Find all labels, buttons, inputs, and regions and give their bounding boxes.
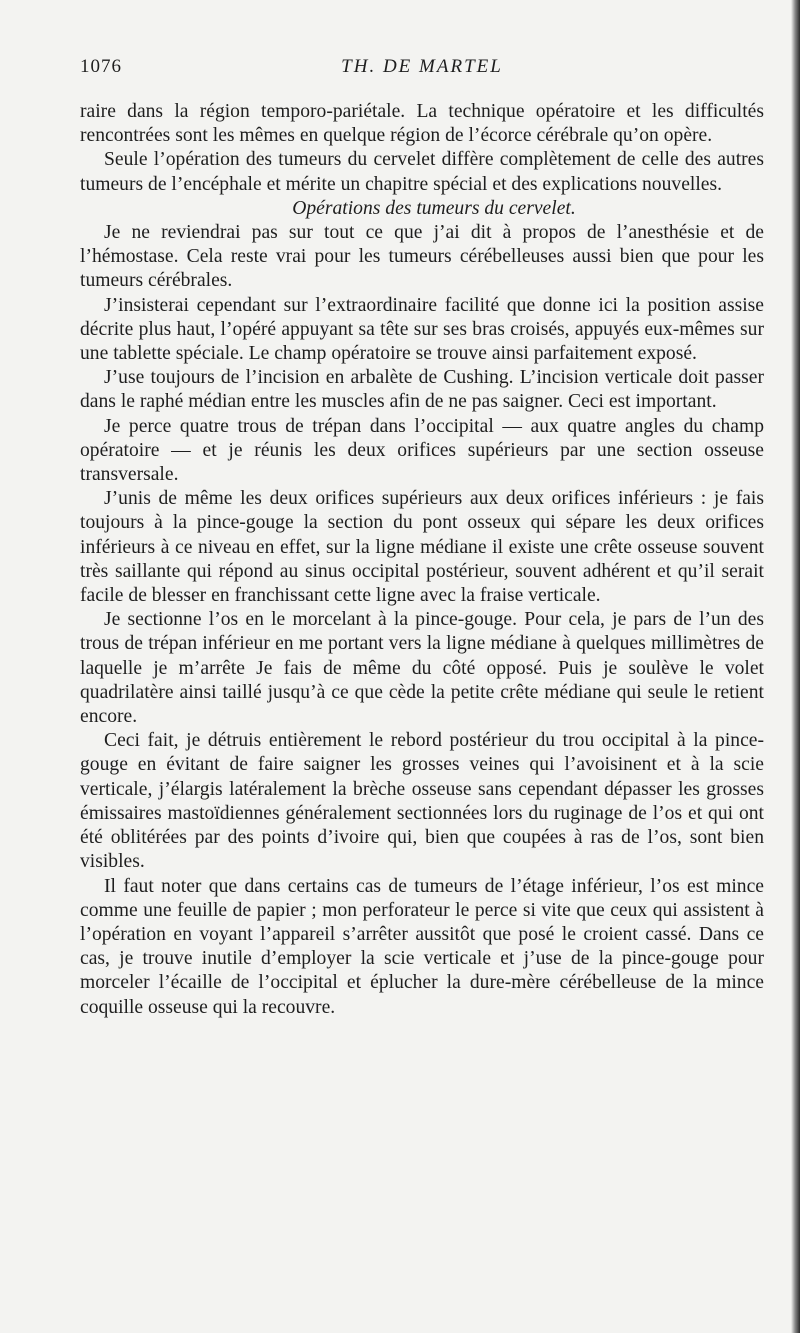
running-head: TH. DE MARTEL: [341, 56, 503, 77]
body-text: [80, 100, 764, 1020]
paragraph: Je ne reviendrai pas sur tout ce que j’ai dit à propos de l’anesthésie et de l’hémostase. Cela reste vrai pour les tumeurs cérébelleuses aussi bien que pour les tumeurs cérébrales.: [80, 222, 764, 292]
paragraph-continued: raire dans la région temporo-pariétale. La technique opératoire et les difficultés rencontrées sont les mêmes en quelque région de l’écorce cérébrale qu’on opère.: [80, 101, 764, 147]
paragraph: J’insisterai cependant sur l’extraordinaire facilité que donne ici la position assise décrite plus haut, l’opéré appuyant sa tête sur ses bras croisés, appuyés eux-mêmes sur une tablette spéciale. Le champ opératoire se trouve ainsi parfaitement exposé.: [80, 294, 764, 365]
page-number: 1076: [80, 56, 122, 77]
paragraph: Je sectionne l’os en le morcelant à la pince-gouge. Pour cela, je pars de l’un des trous de trépan inférieur en me portant vers la ligne médiane à quelques millimètres de laquelle je m’arrête Je fais de même du côté opposé. Puis je soulève le volet quadrilatère ainsi taillé jusqu’à ce que cède la petite crête médiane qui seule le retient encore.: [80, 609, 764, 728]
paragraph: Je perce quatre trous de trépan dans l’occipital — aux quatre angles du champ opératoire — et je réunis les deux orifices supérieurs par une section osseuse transversale.: [80, 415, 764, 486]
paragraph: J’use toujours de l’incision en arbalète de Cushing. L’incision verticale doit passer dans le raphé médian entre les muscles afin de ne pas saigner. Ceci est important.: [80, 367, 764, 413]
page-header: [80, 56, 764, 86]
section-title: Opérations des tumeurs du cervelet.: [292, 197, 576, 219]
paragraph: Il faut noter que dans certains cas de tumeurs de l’étage inférieur, l’os est mince comme une feuille de papier ; mon perforateur le perce si vite que ceux qui assistent à l’opération en voyant l’appareil s’arrêter aussitôt que posé le croient cassé. Dans ce cas, je trouve inutile d’employer la scie verticale et j’use de la pince-gouge pour morceler l’écaille de l’occipital et éplucher la dure-mère cérébelleuse de la mince coquille osseuse qui la recouvre.: [80, 875, 764, 1018]
page-edge-shadow: [791, 0, 800, 1333]
paragraph: Seule l’opération des tumeurs du cervelet diffère complètement de celle des autres tumeurs de l’encéphale et mérite un chapitre spécial et des explications nouvelles.: [80, 149, 764, 195]
paragraph: Ceci fait, je détruis entièrement le rebord postérieur du trou occipital à la pince-gouge en évitant de faire saigner les grosses veines qui l’avoisinent et à la scie verticale, j’élargis latéralement la brèche osseuse sans cependant dépasser les grosses émissaires mastoïdiennes généralement sectionnées lors du ruginage de l’os et qui ont été oblitérées par des points d’ivoire qui, bien que coupées à ras de l’os, sont bien visibles.: [80, 730, 764, 873]
paragraph: J’unis de même les deux orifices supérieurs aux deux orifices inférieurs : je fais toujours à la pince-gouge la section du pont osseux qui sépare les deux orifices inférieurs à ce niveau en effet, sur la ligne médiane il existe une crête osseuse souvent très saillante qui répond au sinus occipital postérieur, souvent adhérent et qu’il serait facile de blesser en franchissant cette ligne avec la fraise verticale.: [80, 488, 764, 607]
